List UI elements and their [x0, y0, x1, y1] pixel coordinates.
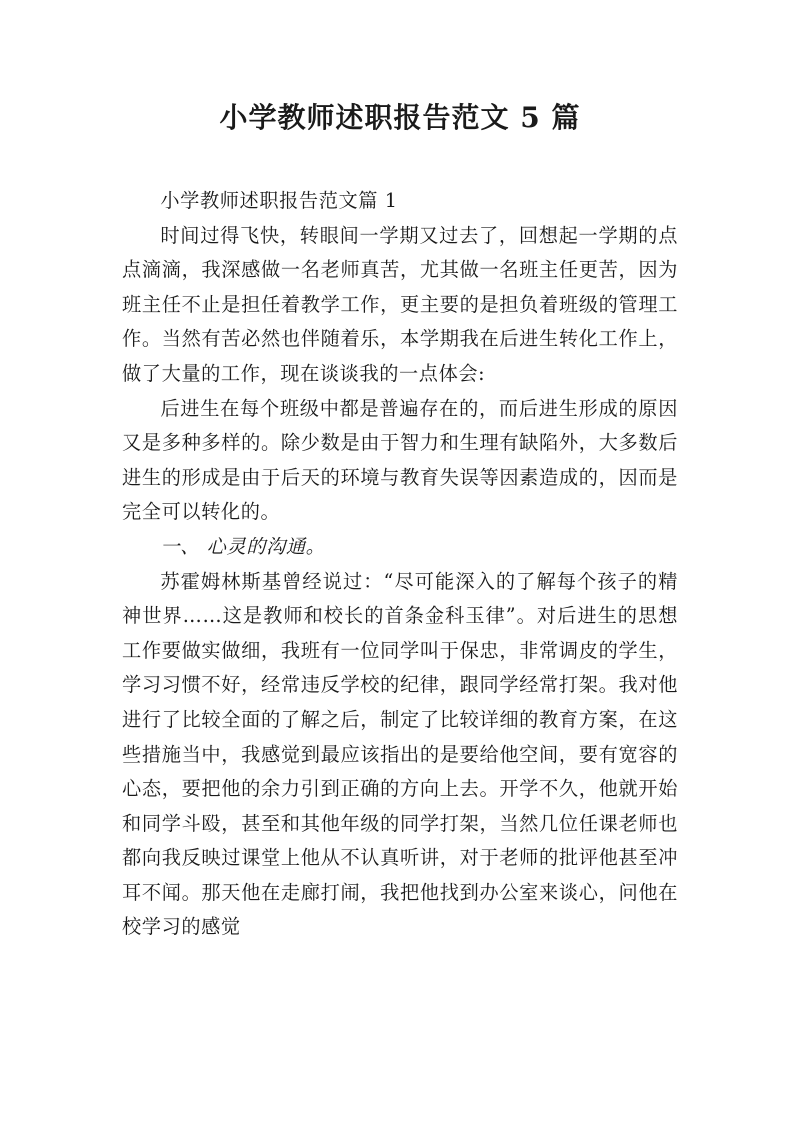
section-heading-communication: 一、 心灵的沟通。 — [160, 534, 326, 558]
document-body — [122, 184, 678, 945]
document-title: 小学教师述职报告范文 5 篇 — [219, 101, 581, 134]
paragraph-example: 苏霍姆林斯基曾经说过：“尽可能深入的了解每个孩子的精神世界……这是教师和校长的首条金科玉律”。对后进生的思想工作要做实做细，我班有一位同学叫于保忠，非常调皮的学生，学习习惯不好，经常违反学校的纪律，跟同学经常打架。我对他进行了比较全面的了解之后，制定了比较详细的教育方案，在这些措施当中，我感觉到最应该指出的是要给他空间，要有宽容的心态，要把他的余力引到正确的方向上去。开学不久，他就开始和同学斗殴，甚至和其他年级的同学打架，当然几位任课老师也都向我反映过课堂上他从不认真听讲，对于老师的批评他甚至冲耳不闻。那天他在走廊打闹，我把他找到办公室来谈心，问他在校学习的感觉 — [122, 569, 678, 939]
section-subtitle: 小学教师述职报告范文篇 1 — [160, 189, 398, 212]
paragraph-cause: 后进生在每个班级中都是普遍存在的，而后进生形成的原因又是多种多样的。除少数是由于智力和生理有缺陷外，大多数后进生的形成是由于后天的环境与教育失误等因素造成的，因而是完全可以转化的。 — [122, 396, 678, 524]
paragraph-intro: 时间过得飞快，转眼间一学期又过去了，回想起一学期的点点滴滴，我深感做一名老师真苦，尤其做一名班主任更苦，因为班主任不止是担任着教学工作，更主要的是担负着班级的管理工作。当然有苦必然也伴随着乐，本学期我在后进生转化工作上，做了大量的工作，现在谈谈我的一点体会: — [122, 223, 678, 385]
